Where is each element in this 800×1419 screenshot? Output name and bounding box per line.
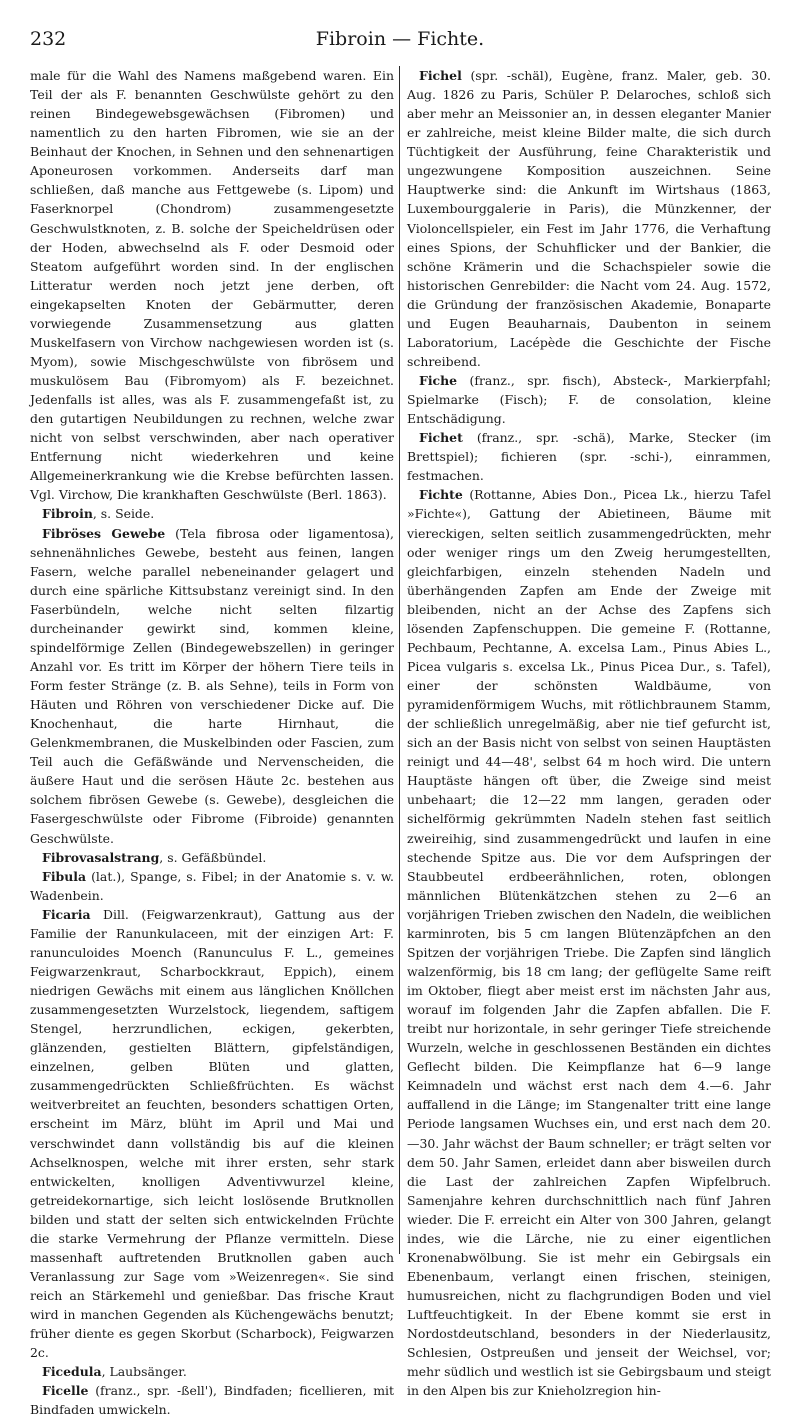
- entry-body: Dill. (Feigwarzenkraut), Gattung aus der Familie der Ranunkulaceen, mit der einzigen Art: F. ranunculoides Moench (Ranunculus F. L., gemeines Feigwarzenkraut, Scharbockkraut, Eppich), einem niedrigen Gewächs mit einem aus länglichen Knöllchen zusammengesetzten Wurzelstock, liegendem, saftigem Stengel, herzrundlichen, eckigen, gekerbten, glänzenden, gestielten Blättern, gipfelständigen, einzelnen, gelben Blüten und glatten, zusammengedrückten Schließfrüchten. Es wächst weitverbreitet an feuchten, besonders schattigen Orten, erscheint im März, blüht im April und Mai und verschwindet dann vollständig bis auf die kleinen Achselknospen, welche mit ihrer ersten, sehr stark entwickelten, knolligen Adventivwurzel kleine, getreidekornartige, sich leicht loslösende Brutknollen bilden und statt der selten sich entwickelnden Früchte die starke Vermehrung der Pflanze vermitteln. Diese massenhaft auftretenden Brutknollen gaben auch Veranlassung zur Sage vom »Weizenregen«. Sie sind reich an Stärkemehl und genießbar. Das frische Kraut wird in manchen Gegenden als Küchengewächs benutzt; früher diente es gegen Skorbut (Scharbock), Feigwarzen 2c.: [30, 906, 394, 1361]
- entry-body: male für die Wahl des Namens maßgebend waren. Ein Teil der als F. benannten Geschwülste gehört zu den reinen Bindegewebsgewächsen (Fibromen) und namentlich zu den harten Fibromen, wie sie an der Beinhaut der Knochen, in Sehnen und den sehnenartigen Aponeurosen vorkommen. Anderseits darf man schließen, daß manche aus Fettgewebe (s. Lipom) und Faserknorpel (Chondrom) zusammengesetzte Geschwulstknoten, z. B. solche der Speicheldrüsen oder der Hoden, abwechselnd als F. oder Desmoid oder Steatom aufgeführt worden sind. In der englischen Litteratur werden noch jetzt jene derben, oft eingekapselten Knoten der Gebärmutter, deren vorwiegende Zusammensetzung aus glatten Muskelfasern von Virchow nachgewiesen worden ist (s. Myom), sowie Mischgeschwülste von fibrösem und muskulösem Bau (Fibromyom) als F. bezeichnet. Jedenfalls ist alles, was als F. zusammengefaßt ist, zu den gutartigen Neubildungen zu rechnen, welche zwar nicht von selbst verschwinden, aber nach operativer Entfernung nicht wiederkehren und keine Allgemeinerkrankung wie die Krebse befürchten lassen. Vgl. Virchow, Die krankhaften Geschwülste (Berl. 1863).: [30, 68, 394, 503]
- entry-headword: Fichte: [419, 487, 463, 503]
- entry-body: (franz., spr. fisch), Absteck-, Markierpfahl; Spielmarke (Fisch); F. de consolation, kleine Entschädigung.: [407, 373, 771, 427]
- entry-headword: Fibula: [42, 868, 87, 884]
- entry-fibula: [30, 867, 394, 905]
- entry-body: , s. Seide.: [92, 506, 155, 522]
- entry-body: (spr. -schäl), Eugène, franz. Maler, geb. 30. Aug. 1826 zu Paris, Schüler P. Delaroches, schloß sich aber mehr an Meissonier an, in dessen eleganter Manier er zahlreiche, meist kleine Bilder malte, die sich durch Tüchtigkeit der Ausführung, feine Charakteristik und ungezwungene Komposition auszeichnen. Seine Hauptwerke sind: die Ankunft im Wirtshaus (1863, Luxembourggalerie in Paris), die Münzkenner, der Violoncellspieler, ein Fest im Jahr 1776, die Verhaftung eines Spions, der Schuhflicker und der Bankier, die schöne Krämerin und die Schachspieler sowie die historischen Genrebilder: die Nacht vom 24. Aug. 1572, die Gründung der französischen Akademie, Bonaparte und Eugen Beauharnais, Daubenton in seinem Laboratorium, Lacépède die Geschichte der Fische schreibend.: [407, 68, 771, 369]
- entry-headword: Fibröses Gewebe: [42, 525, 166, 541]
- page-number: 232: [30, 28, 67, 50]
- entry-headword: Ficelle: [42, 1383, 89, 1399]
- entry-headword: Fichet: [419, 430, 463, 446]
- entry-fibroin: [30, 504, 394, 523]
- entry-fibrovasalstrang: [30, 848, 394, 867]
- running-title: Fibroin — Fichte.: [315, 28, 485, 50]
- left-column: [30, 66, 394, 1419]
- entry-body: (franz., spr. -schä), Marke, Stecker (im Brettspiel); fichieren (spr. -schi-), einrammen, festmachen.: [407, 430, 771, 484]
- entry-headword: Ficedula: [42, 1364, 102, 1380]
- entry-fichet: [407, 428, 771, 485]
- entry-ficedula: [30, 1362, 394, 1381]
- entry-headword: Fibroin: [42, 506, 93, 522]
- entry-body: (franz., spr. -ßell'), Bindfaden; ficellieren, mit Bindfaden umwickeln.: [30, 1383, 394, 1418]
- entry-body: , Laubsänger.: [101, 1364, 187, 1380]
- entry-fichel: [407, 66, 771, 371]
- page-header: [30, 28, 770, 58]
- entry-headword: Fichel: [419, 68, 462, 83]
- entry-body: (Rottanne, Abies Don., Picea Lk., hierzu Tafel »Fichte«), Gattung der Abietineen, Bäume mit viereckigen, selten seitlich zusammengedrückten, mehr oder weniger rings um den Zweig herumgestellten, gleichfarbigen, einzeln stehenden Nadeln und überhängenden Zapfen am Ende der Zweige mit bleibenden, nicht an der Achse des Zapfens sich lösenden Zapfenschuppen. Die gemeine F. (Rottanne, Pechbaum, Pechtanne, A. excelsa Lam., Pinus Abies L., Picea vulgaris s. excelsa Lk., Pinus Picea Dur., s. Tafel), einer der schönsten Waldbäume, von pyramidenförmigem Wuchs, mit rötlichbraunem Stamm, der schließlich unregelmäßig, aber nie tief gefurcht ist, sich an der Basis nicht von selbst von seinen Hauptästen reinigt und 44—48', selbst 64 m hoch wird. Die untern Hauptäste hängen oft über, die Zweige sind meist unbehaart; die 12—22 mm langen, geraden oder sichelförmig gekrümmten Nadeln stehen fast seitlich zweireihig, sind zusammengedrückt und laufen in eine stechende Spitze aus. Die vor dem Aufspringen der Staubbeutel erdbeerähnlichen, roten, oblongen männlichen Blütenkätzchen stehen zu 2—6 an vorjährigen Trieben zwischen den Nadeln, die weiblichen karminroten, bis 5 cm langen Blütenzäpfchen an den Spitzen der vorjährigen Triebe. Die Zapfen sind länglich walzenförmig, bis 18 cm lang; der geflügelte Same reift im Oktober, fliegt aber meist erst im nächsten Jahr aus, worauf im folgenden Jahr die Zapfen abfallen. Die F. treibt nur horizontale, in sehr geringer Tiefe streichende Wurzeln, welche in geschlossenen Beständen ein dichtes Geflecht bilden. Die Keimpflanze hat 6—9 lange Keimnadeln und wächst erst nach dem 4.—6. Jahr auffallend in die Länge; im Stangenalter tritt eine lange Periode langsamen Wuchses ein, und erst nach dem 20.—30. Jahr wächst der Baum schneller; er trägt selten vor dem 50. Jahr Samen, erleidet dann aber bisweilen durch die Last der zahlreichen Zapfen Wipfelbruch. Samenjahre kehren durchschnittlich nach fünf Jahren wieder. Die F. erreicht ein Alter von 300 Jahren, gelangt indes, wie die Lärche, nie zu einer eigentlichen Kronenabwölbung. Sie ist mehr ein Gebirgsals ein Ebenenbaum, verlangt einen frischen, steinigen, humusreichen, nicht zu flachgrundigen Boden und viel Luftfeuchtigkeit. In der Ebene kommt sie erst in Nordostdeutschland, besonders in der Niederlausitz, Schlesien, Ostpreußen und jenseit der Weichsel, vor; mehr südlich und westlich ist sie Gebirgsbaum und steigt in den Alpen bis zur Knieholzregion hin-: [407, 487, 771, 1399]
- entry-ficelle: [30, 1381, 394, 1419]
- right-column: [407, 66, 771, 1400]
- entry-headword: Fibrovasalstrang: [42, 849, 160, 865]
- entry-continuation: [30, 66, 394, 504]
- entry-body: (lat.), Spange, s. Fibel; in der Anatomie s. v. w. Wadenbein.: [30, 868, 394, 903]
- entry-ficaria: [30, 905, 394, 1363]
- entry-fiche: [407, 371, 771, 428]
- entry-body: (Tela fibrosa oder ligamentosa), sehnenähnliches Gewebe, besteht aus feinen, langen Fasern, welche parallel nebeneinander gelagert und durch eine spärliche Kittsubstanz vereinigt sind. In den Faserbündeln, welche nicht selten filzartig durcheinander gewirkt sind, kommen kleine, spindelförmige Zellen (Bindegewebszellen) in geringer Anzahl vor. Es tritt im Körper der höhern Tiere teils in Form fester Stränge (z. B. als Sehne), teils in Form von Häuten und Röhren von verschiedener Dicke auf. Die Knochenhaut, die harte Hirnhaut, die Gelenkmembranen, die Muskelbinden oder Fascien, zum Teil auch die Gefäßwände und Nervenscheiden, die äußere Haut und die serösen Häute 2c. bestehen aus solchem fibrösen Gewebe (s. Gewebe), desgleichen die Fasergeschwülste oder Fibrome (Fibroide) genannten Geschwülste.: [30, 525, 394, 846]
- column-divider: [399, 66, 400, 1254]
- entry-headword: Fiche: [419, 373, 458, 388]
- entry-fichte: [407, 485, 771, 1400]
- entry-headword: Ficaria: [42, 906, 91, 922]
- entry-body: , s. Gefäßbündel.: [159, 849, 267, 865]
- entry-fibroses-gewebe: [30, 524, 394, 848]
